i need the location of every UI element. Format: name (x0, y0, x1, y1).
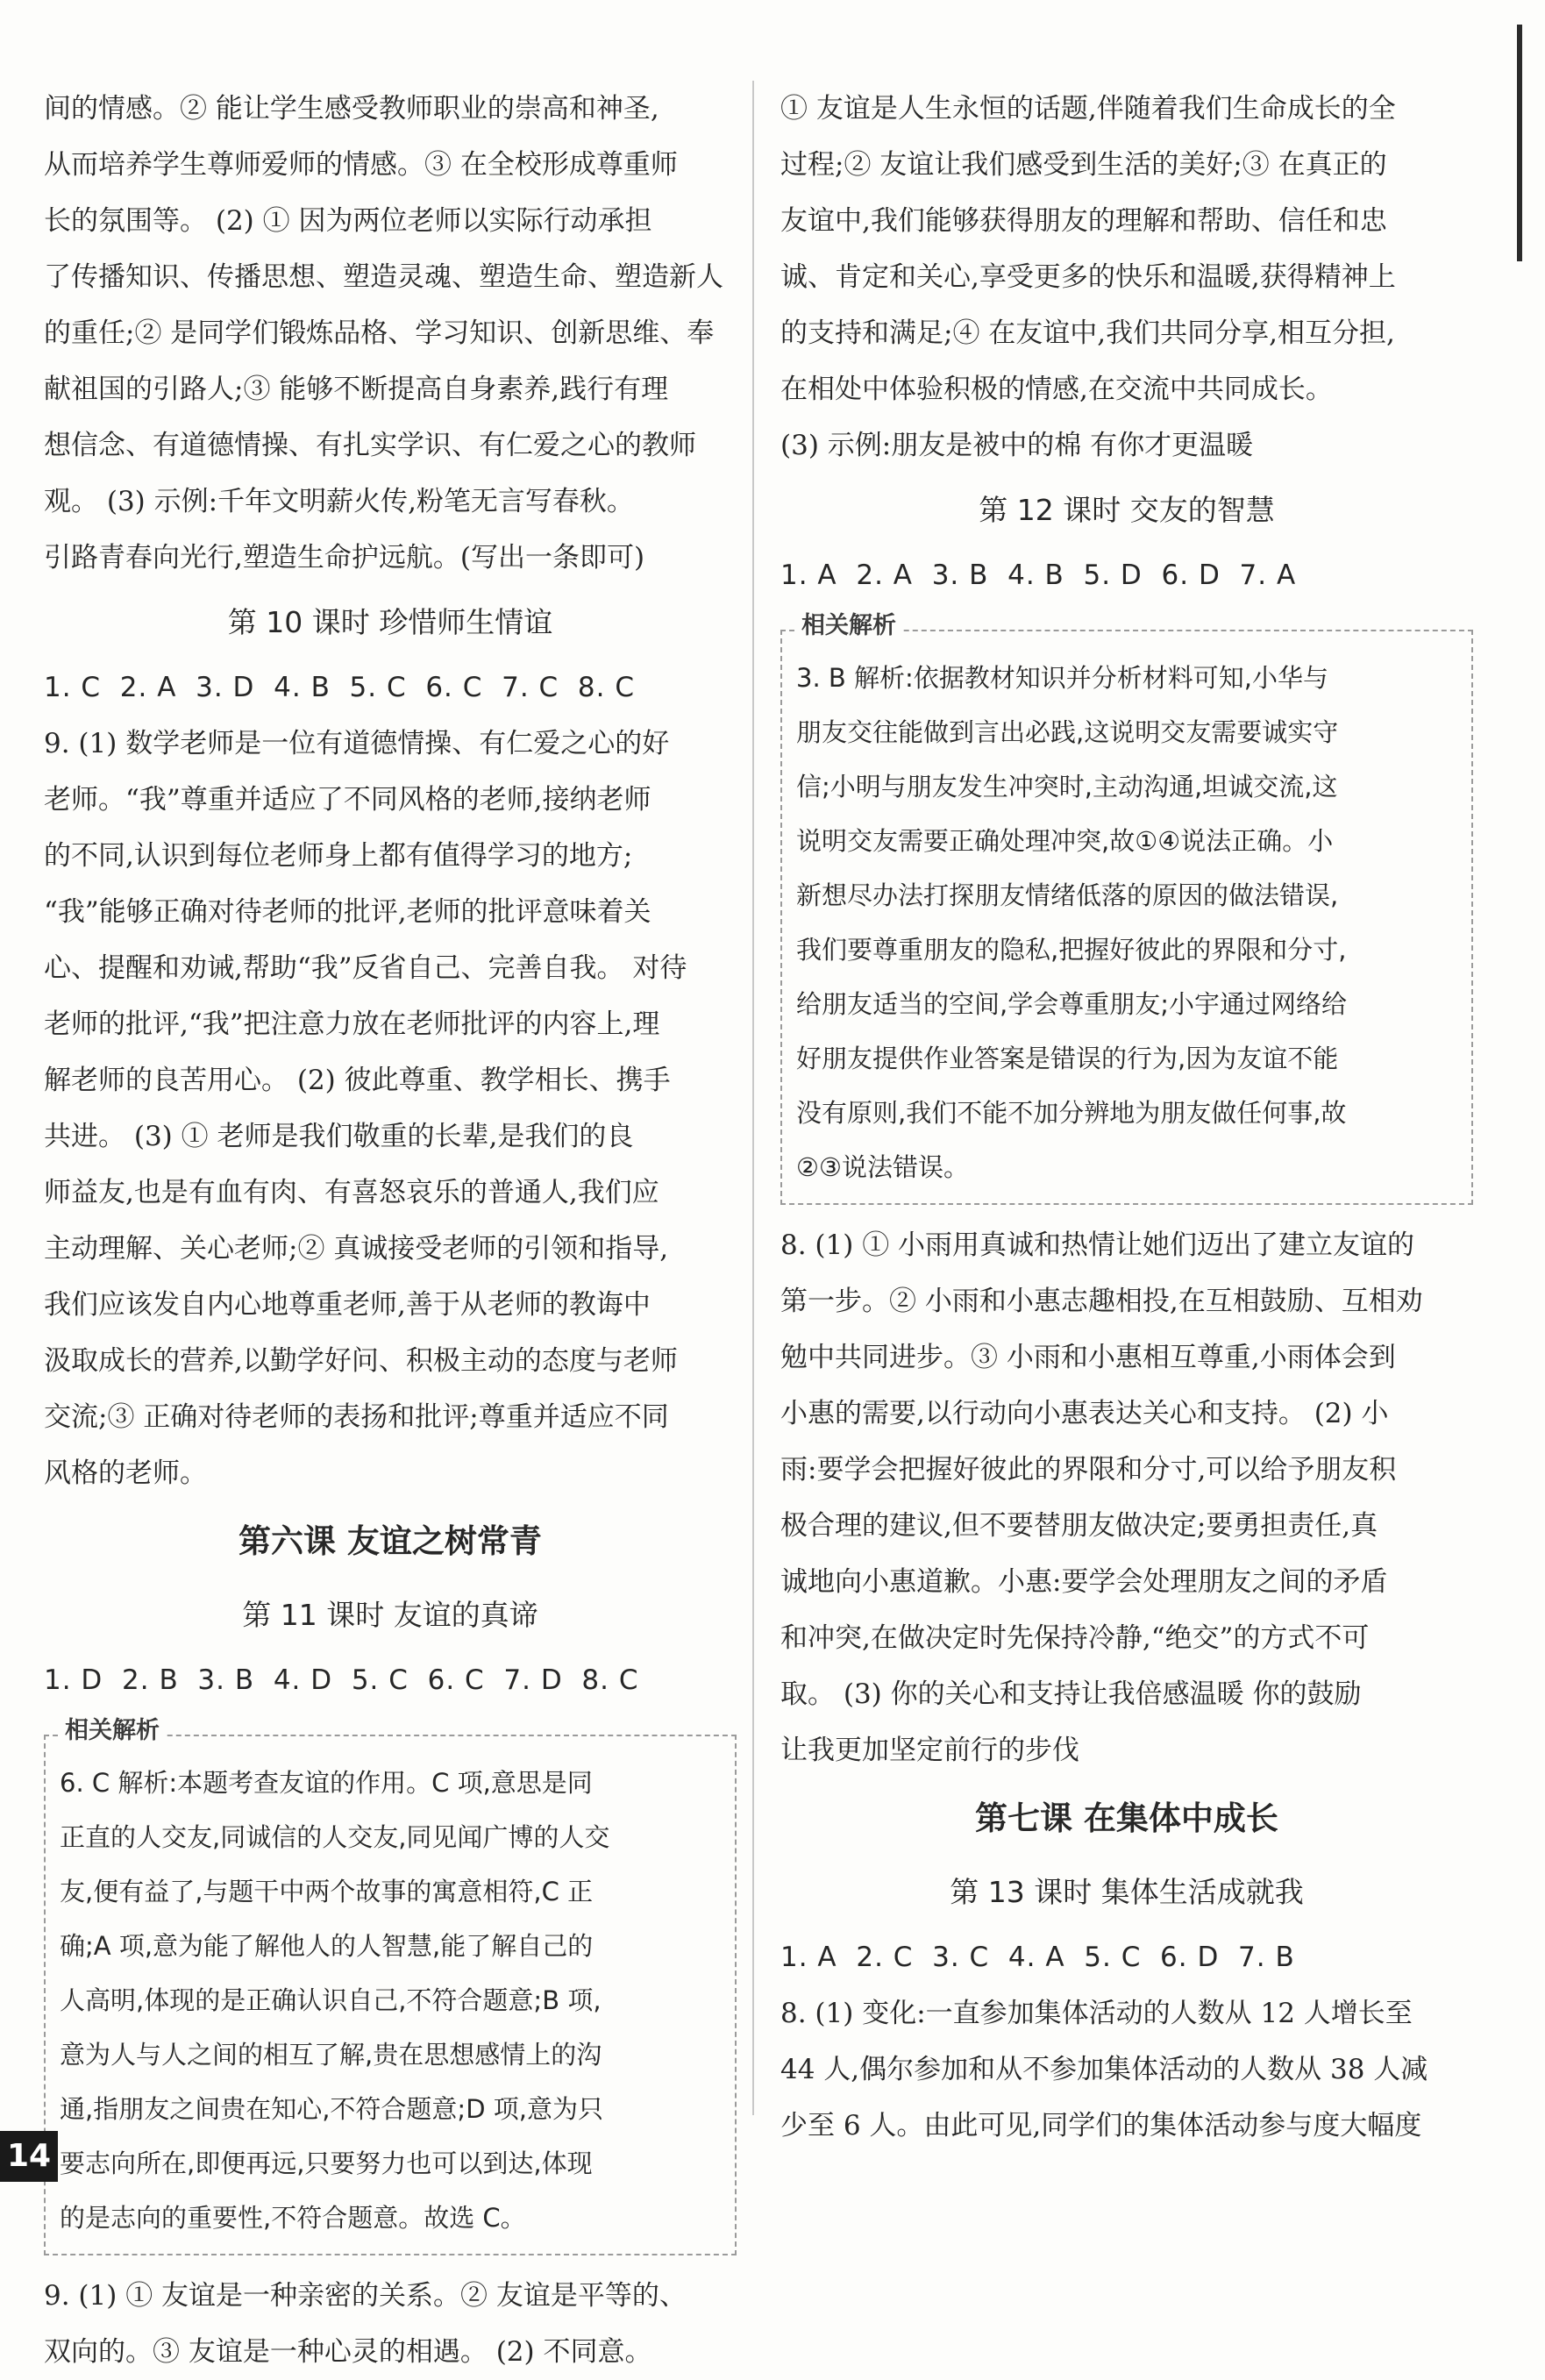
text-line: 勉中共同进步。③ 小雨和小惠相互尊重,小雨体会到 (780, 1342, 1396, 1373)
text-line: 老师。“我”尊重并适应了不同风格的老师,接纳老师 (44, 784, 651, 816)
analysis-box (780, 612, 1473, 1205)
text-line: 正直的人交友,同诚信的人交友,同见闻广博的人交 (60, 1822, 610, 1852)
lesson-10-question-9 (44, 716, 737, 1501)
chapter-6-title: 第六课 友谊之树常青 (239, 1522, 542, 1560)
text-line: 好朋友提供作业答案是错误的行为,因为友谊不能 (796, 1044, 1339, 1073)
text-line: 9. (1) ① 友谊是一种亲密的关系。② 友谊是平等的、 (44, 2280, 687, 2312)
text-line: 极合理的建议,但不要替朋友做决定;要勇担责任,真 (780, 1510, 1378, 1542)
analysis-box-label: 相关解析 (58, 1714, 167, 1749)
text-line: “我”能够正确对待老师的批评,老师的批评意味着关 (44, 896, 651, 928)
lesson-12-title: 第 12 课时 交友的智慧 (979, 493, 1275, 527)
text-line: 我们应该发自内心地尊重老师,善于从老师的教诲中 (44, 1289, 651, 1321)
lesson-13-title: 第 13 课时 集体生活成就我 (950, 1875, 1304, 1909)
text-line: 意为人与人之间的相互了解,贵在思想感情上的沟 (60, 2040, 602, 2070)
page-edge-mark (1517, 25, 1522, 261)
text-line: 取。 (3) 你的关心和支持让我倍感温暖 你的鼓励 (780, 1678, 1362, 1710)
text-line: 说明交友需要正确处理冲突,故①④说法正确。小 (796, 826, 1334, 856)
text-line: 引路青春向光行,塑造生命护远航。(写出一条即可) (44, 542, 645, 574)
text-line: 要志向所在,即便再远,只要努力也可以到达,体现 (60, 2148, 593, 2178)
lesson-12-question-8 (780, 1217, 1473, 1778)
left-intro (44, 81, 737, 586)
text-line: 共进。 (3) ① 老师是我们敬重的长辈,是我们的良 (44, 1121, 634, 1152)
text-line: 汲取成长的营养,以勤学好问、积极主动的态度与老师 (44, 1345, 678, 1377)
text-line: 8. (1) ① 小雨用真诚和热情让她们迈出了建立友谊的 (780, 1229, 1415, 1261)
text-line: 风格的老师。 (44, 1457, 207, 1489)
column-divider (752, 81, 754, 2115)
text-line: 新想尽办法打探朋友情绪低落的原因的做法错误, (796, 880, 1339, 910)
lesson-12-answers: 1. A 2. A 3. B 4. B 5. D 6. D 7. A (780, 559, 1297, 591)
text-line: 观。 (3) 示例:千年文明薪火传,粉笔无言写春秋。 (44, 486, 634, 517)
lesson-11-answers: 1. D 2. B 3. B 4. D 5. C 6. C 7. D 8. C (44, 1664, 639, 1696)
text-line: 44 人,偶尔参加和从不参加集体活动的人数从 38 人减 (780, 2054, 1428, 2085)
text-line: 友,便有益了,与题干中两个故事的寓意相符,C 正 (60, 1877, 594, 1906)
text-line: ① 友谊是人生永恒的话题,伴随着我们生命成长的全 (780, 93, 1396, 125)
text-line: 了传播知识、传播思想、塑造灵魂、塑造生命、塑造新人 (44, 261, 723, 293)
text-line: 没有原则,我们不能不加分辨地为朋友做任何事,故 (796, 1098, 1347, 1128)
text-line: 8. (1) 变化:一直参加集体活动的人数从 12 人增长至 (780, 1998, 1413, 2029)
text-line: 的是志向的重要性,不符合题意。故选 C。 (60, 2203, 526, 2233)
text-line: 人高明,体现的是正确认识自己,不符合题意;B 项, (60, 1985, 602, 2015)
text-line: 朋友交往能做到言出必践,这说明交友需要诚实守 (796, 717, 1339, 747)
text-line: 9. (1) 数学老师是一位有道德情操、有仁爱之心的好 (44, 728, 670, 759)
text-line: 交流;③ 正确对待老师的表扬和批评;尊重并适应不同 (44, 1401, 669, 1433)
text-line: 6. C 解析:本题考查友谊的作用。C 项,意思是同 (60, 1768, 593, 1798)
text-line: 的不同,认识到每位老师身上都有值得学习的地方; (44, 840, 633, 872)
text-line: 3. B 解析:依据教材知识并分析材料可知,小华与 (796, 663, 1328, 693)
text-line: 的支持和满足;④ 在友谊中,我们共同分享,相互分担, (780, 317, 1395, 349)
text-line: 双向的。③ 友谊是一种心灵的相遇。 (2) 不同意。 (44, 2336, 652, 2368)
analysis-box-label: 相关解析 (794, 609, 903, 644)
text-line: 长的氛围等。 (2) ① 因为两位老师以实际行动承担 (44, 205, 652, 237)
text-line: 诚、肯定和关心,享受更多的快乐和温暖,获得精神上 (780, 261, 1396, 293)
text-line: 在相处中体验积极的情感,在交流中共同成长。 (780, 374, 1333, 405)
text-line: 间的情感。② 能让学生感受教师职业的崇高和神圣, (44, 93, 659, 125)
text-line: 主动理解、关心老师;② 真诚接受老师的引领和指导, (44, 1233, 669, 1265)
text-line: 让我更加坚定前行的步伐 (780, 1735, 1079, 1766)
text-line: 雨:要学会把握好彼此的界限和分寸,可以给予朋友积 (780, 1454, 1397, 1486)
text-line: ②③说法错误。 (796, 1152, 969, 1182)
text-line: 确;A 项,意为能了解他人的人智慧,能了解自己的 (60, 1931, 594, 1961)
text-line: 信;小明与朋友发生冲突时,主动沟通,坦诚交流,这 (796, 772, 1338, 802)
text-line: 心、提醒和劝诫,帮助“我”反省自己、完善自我。 对待 (44, 952, 687, 984)
right-column (780, 81, 1473, 2154)
text-line: 师益友,也是有血有肉、有喜怒哀乐的普通人,我们应 (44, 1177, 659, 1208)
text-line: 小惠的需要,以行动向小惠表达关心和支持。 (2) 小 (780, 1398, 1389, 1429)
text-line: 献祖国的引路人;③ 能够不断提高自身素养,践行有理 (44, 374, 669, 405)
lesson-13-question-8 (780, 1985, 1473, 2154)
text-line: 友谊中,我们能够获得朋友的理解和帮助、信任和忠 (780, 205, 1387, 237)
left-column (44, 81, 737, 2380)
text-line: 过程;② 友谊让我们感受到生活的美好;③ 在真正的 (780, 149, 1387, 181)
text-line: 诚地向小惠道歉。小惠:要学会处理朋友之间的矛盾 (780, 1566, 1388, 1598)
text-line: 解老师的良苦用心。 (2) 彼此尊重、教学相长、携手 (44, 1065, 671, 1096)
text-line: 我们要尊重朋友的隐私,把握好彼此的界限和分寸, (796, 935, 1347, 965)
lesson-10-answers: 1. C 2. A 3. D 4. B 5. C 6. C 7. C 8. C (44, 672, 635, 703)
text-line: 第一步。② 小雨和小惠志趣相投,在互相鼓励、互相劝 (780, 1286, 1423, 1317)
text-line: 从而培养学生尊师爱师的情感。③ 在全校形成尊重师 (44, 149, 678, 181)
lesson-11-title: 第 11 课时 友谊的真谛 (242, 1598, 538, 1632)
text-line: 老师的批评,“我”把注意力放在老师批评的内容上,理 (44, 1008, 660, 1040)
analysis-box (44, 1717, 737, 2255)
text-line: 给朋友适当的空间,学会尊重朋友;小宇通过网络给 (796, 989, 1347, 1019)
chapter-7-title: 第七课 在集体中成长 (975, 1799, 1278, 1837)
right-intro (780, 81, 1473, 474)
text-line: 的重任;② 是同学们锻炼品格、学习知识、创新思维、奉 (44, 317, 715, 349)
text-line: 和冲突,在做决定时先保持冷静,“绝交”的方式不可 (780, 1622, 1370, 1654)
lesson-13-answers: 1. A 2. C 3. C 4. A 5. C 6. D 7. B (780, 1942, 1295, 1973)
lesson-10-title: 第 10 课时 珍惜师生情谊 (227, 605, 553, 639)
text-line: 想信念、有道德情操、有扎实学识、有仁爱之心的教师 (44, 430, 696, 461)
lesson-11-question-9 (44, 2268, 737, 2380)
text-line: 少至 6 人。由此可见,同学们的集体活动参与度大幅度 (780, 2110, 1422, 2141)
text-line: (3) 示例:朋友是被中的棉 有你才更温暖 (780, 430, 1254, 461)
text-line: 通,指朋友之间贵在知心,不符合题意;D 项,意为只 (60, 2094, 603, 2124)
page-number: 14 (0, 2131, 58, 2182)
